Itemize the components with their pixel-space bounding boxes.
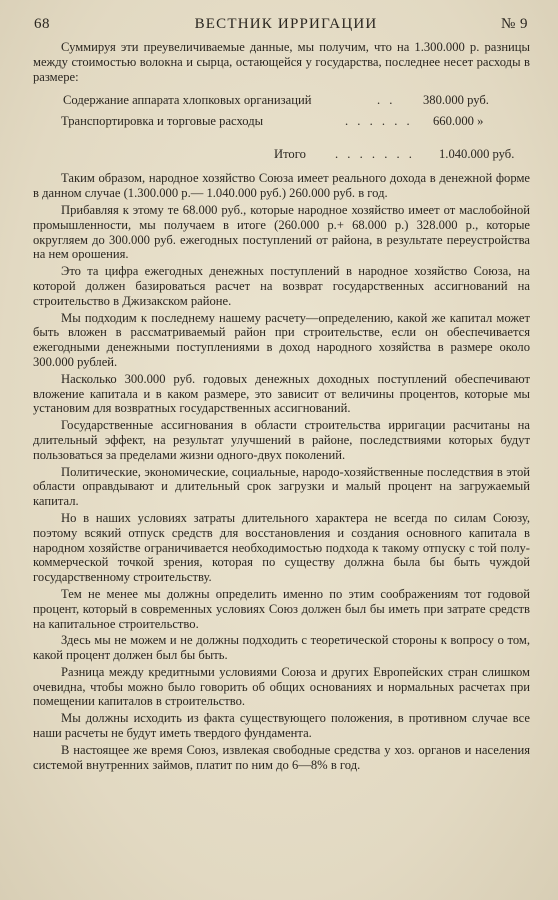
paragraph: Мы подходим к последнему нашему расчету—определению, какой же капитал может быть вложен в рассматриваемый район при строительстве, если он обеспечивается ежегодными денежными поступлениями в доход народного хозяйства в размере около 300.000 рублей. [33, 310, 530, 369]
article-body [33, 40, 530, 774]
expense-value: 380.000 руб. [423, 93, 489, 108]
paragraph: Тем не менее мы должны определить именно по этим соображениям тот годовой процент, который в современных условиях Союз должен был бы иметь при затрате средств на капитальное строительство. [33, 586, 530, 631]
total-row [33, 147, 530, 162]
expense-value: 660.000 » [433, 114, 484, 129]
paragraph: Но в наших условиях затраты длительного характера не всегда по силам Союзу, поэтому всякий отпуск средств для восстановления и создания основного капитала в народном хозяйстве ограничивается необходимостью подхода к такому отпуску с той полу-коммерческой точкой зрения, которая по существу должна была бы быть чуждой государственному строительству. [33, 510, 530, 585]
page-header [34, 16, 538, 36]
total-label: Итого [274, 147, 306, 162]
paragraph: Здесь мы не можем и не должны подходить с теоретической стороны к вопросу о том, какой процент должен был бы быть. [33, 633, 530, 663]
paragraph: Насколько 300.000 руб. годовых денежных доходных поступлений обеспечивают вложение капитала и в каком размере, это зависит от величины процентов, которые мы установим для возвратных государственных ассигнований. [33, 371, 530, 416]
leader-dots: . . . . . . . [335, 147, 415, 162]
paragraph: Политические, экономические, социальные, народо-хозяйственные последствия в этой области оправдывают и длительный срок загрузки и малый процент на загружаемый капитал. [33, 464, 530, 509]
issue-number: № 9 [500, 16, 528, 32]
total-value: 1.040.000 руб. [439, 147, 515, 162]
expense-label: Содержание аппарата хлопковых организаций [63, 93, 312, 108]
leader-dots: . . [377, 93, 396, 108]
paragraph: Это та цифра ежегодных денежных поступлений в народное хозяйство Союза, на которой должен базироваться расчет на возврат государственных ассигнований на строительство в Джизакском районе. [33, 264, 530, 308]
paragraph: Разница между кредитными условиями Союза и других Европейских стран слишком очевидна, чтобы можно было говорить об общих основаниях и нормальных расчетах при помещении капиталов в строительство. [33, 664, 530, 709]
paragraph: В настоящее же время Союз, извлекая свободные средства у хоз. органов и населения системой внутренних займов, платит по ним до 6—8% в год. [33, 742, 530, 772]
paragraph: Мы должны исходить из факта существующего положения, в противном случае все наши расчеты не будут иметь твердого фундамента. [33, 711, 530, 741]
expense-row [33, 93, 530, 108]
expense-row [33, 114, 530, 129]
expense-label: Транспортировка и торговые расходы [61, 114, 264, 129]
journal-title: ВЕСТНИК ИРРИГАЦИИ [194, 16, 378, 32]
intro-paragraph: Суммируя эти преувеличиваемые данные, мы получим, что на 1.300.000 р. разницы между стоимостью волокна и сырца, остающейся у государства, последнее несет расходы в размере: [33, 40, 530, 84]
leader-dots: . . . . . . [345, 114, 413, 129]
paragraph: Государственные ассигнования в области строительства ирригации расчитаны на длительный эффект, на результат улучшений в районе, последствиями которых будут пользоваться за пределами жизни одного-двух поколений. [33, 418, 530, 462]
page-number: 68 [34, 16, 50, 32]
paragraph: Таким образом, народное хозяйство Союза имеет реального дохода в денежной форме в данном случае (1.300.000 р.— 1.040.000 руб.) 260.000 руб. в год. [33, 171, 530, 201]
paragraph: Прибавляя к этому те 68.000 руб., которые народное хозяйство имеет от маслобойной промышленности, мы получаем в итоге (260.000 р.+ 68.000 р.) 328.000 р., которые округляем до 300.000 руб. ежегодных поступлений от района, в результате переустройства на нем орошения. [33, 202, 530, 262]
